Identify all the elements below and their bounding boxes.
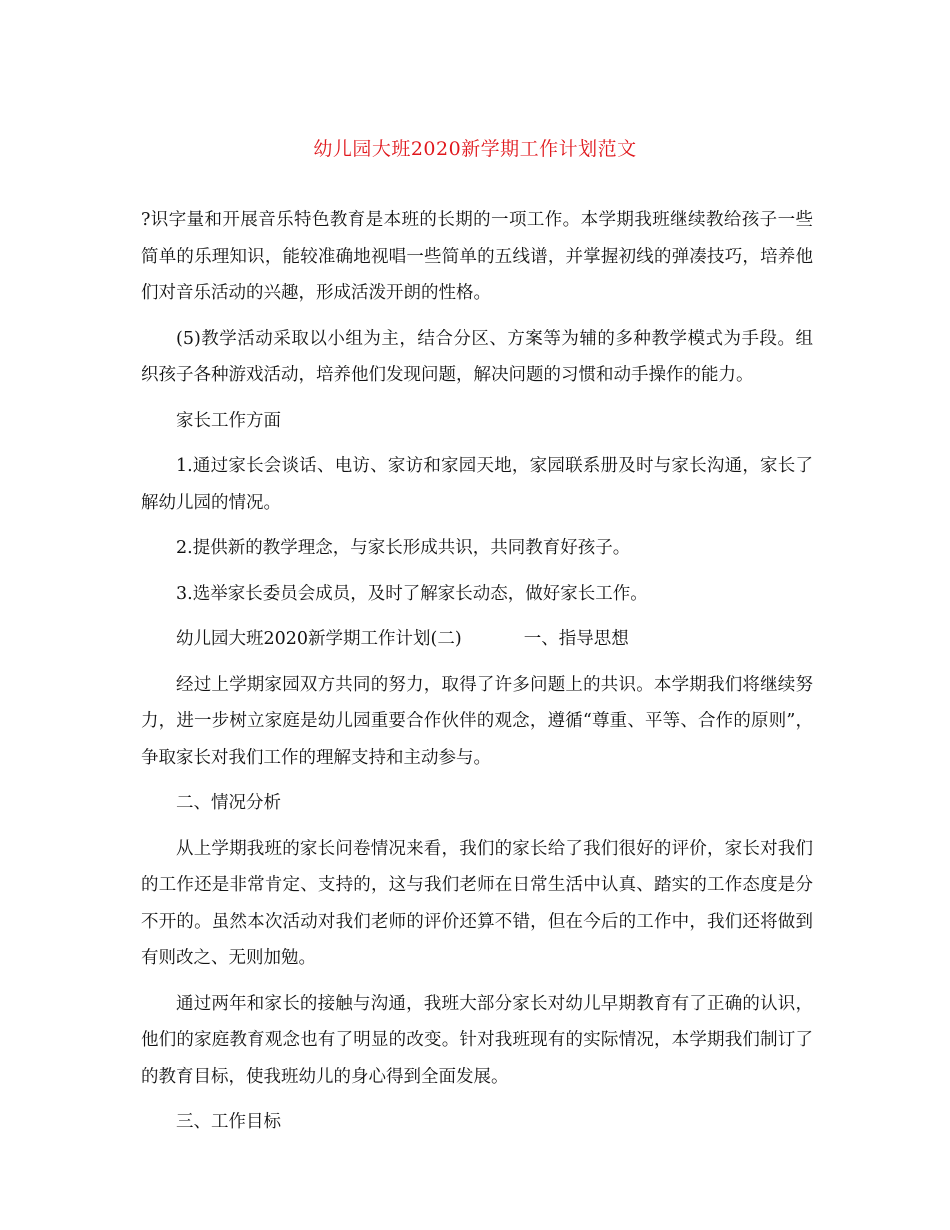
paragraph-teaching-activities: (5)教学活动采取以小组为主，结合分区、方案等为辅的多种教学模式为手段。组织孩子各种游戏活动，培养他们发现问题，解决问题的习惯和动手操作的能力。 bbox=[141, 328, 813, 385]
plan-two-title: 幼儿园大班2020新学期工作计划(二) bbox=[176, 629, 462, 649]
paragraph-parent-item-1: 1.通过家长会谈话、电访、家访和家园天地，家园联系册及时与家长沟通，家长了解幼儿园的情况。 bbox=[141, 456, 813, 513]
document-body bbox=[141, 202, 813, 1150]
paragraph-music-education: ?识字量和开展音乐特色教育是本班的长期的一项工作。本学期我班继续教给孩子一些简单的乐理知识，能较准确地视唱一些简单的五线谱，并掌握初线的弹凑技巧，培养他们对音乐活动的兴趣，形成活泼开朗的性格。 bbox=[141, 210, 813, 303]
document-title: 幼儿园大班2020新学期工作计划范文 bbox=[313, 138, 637, 160]
paragraph-parent-item-2: 2.提供新的教学理念，与家长形成共识，共同教育好孩子。 bbox=[176, 538, 631, 558]
heading-parent-work: 家长工作方面 bbox=[176, 410, 281, 431]
paragraph-parent-item-3: 3.选举家长委员会成员，及时了解家长动态，做好家长工作。 bbox=[176, 583, 648, 604]
plan-two-heading-line bbox=[141, 621, 813, 658]
paragraph-survey-results: 从上学期我班的家长问卷情况来看，我们的家长给了我们很好的评价，家长对我们的工作还是非常肯定、支持的，这与我们老师在日常生活中认真、踏实的工作态度是分不开的。虽然本次活动对我们老师的评价还算不错，但在今后的工作中，我们还将做到有则改之、无则加勉。 bbox=[141, 838, 813, 968]
paragraph-guiding-thought: 经过上学期家园双方共同的努力，取得了许多问题上的共识。本学期我们将继续努力，进一步树立家庭是幼儿园重要合作伙伴的观念，遵循“尊重、平等、合作的原则”，争取家长对我们工作的理解支持和主动参与。 bbox=[141, 674, 813, 768]
heading-work-goals: 三、工作目标 bbox=[176, 1112, 281, 1132]
heading-situation-analysis: 二、情况分析 bbox=[176, 793, 281, 813]
section-guiding-thought: 一、指导思想 bbox=[523, 629, 629, 649]
paragraph-parent-communication: 通过两年和家长的接触与沟通，我班大部分家长对幼儿早期教育有了正确的认识，他们的家庭教育观念也有了明显的改变。针对我班现有的实际情况，本学期我们制订了的教育目标，使我班幼儿的身心得到全面发展。 bbox=[141, 993, 813, 1087]
